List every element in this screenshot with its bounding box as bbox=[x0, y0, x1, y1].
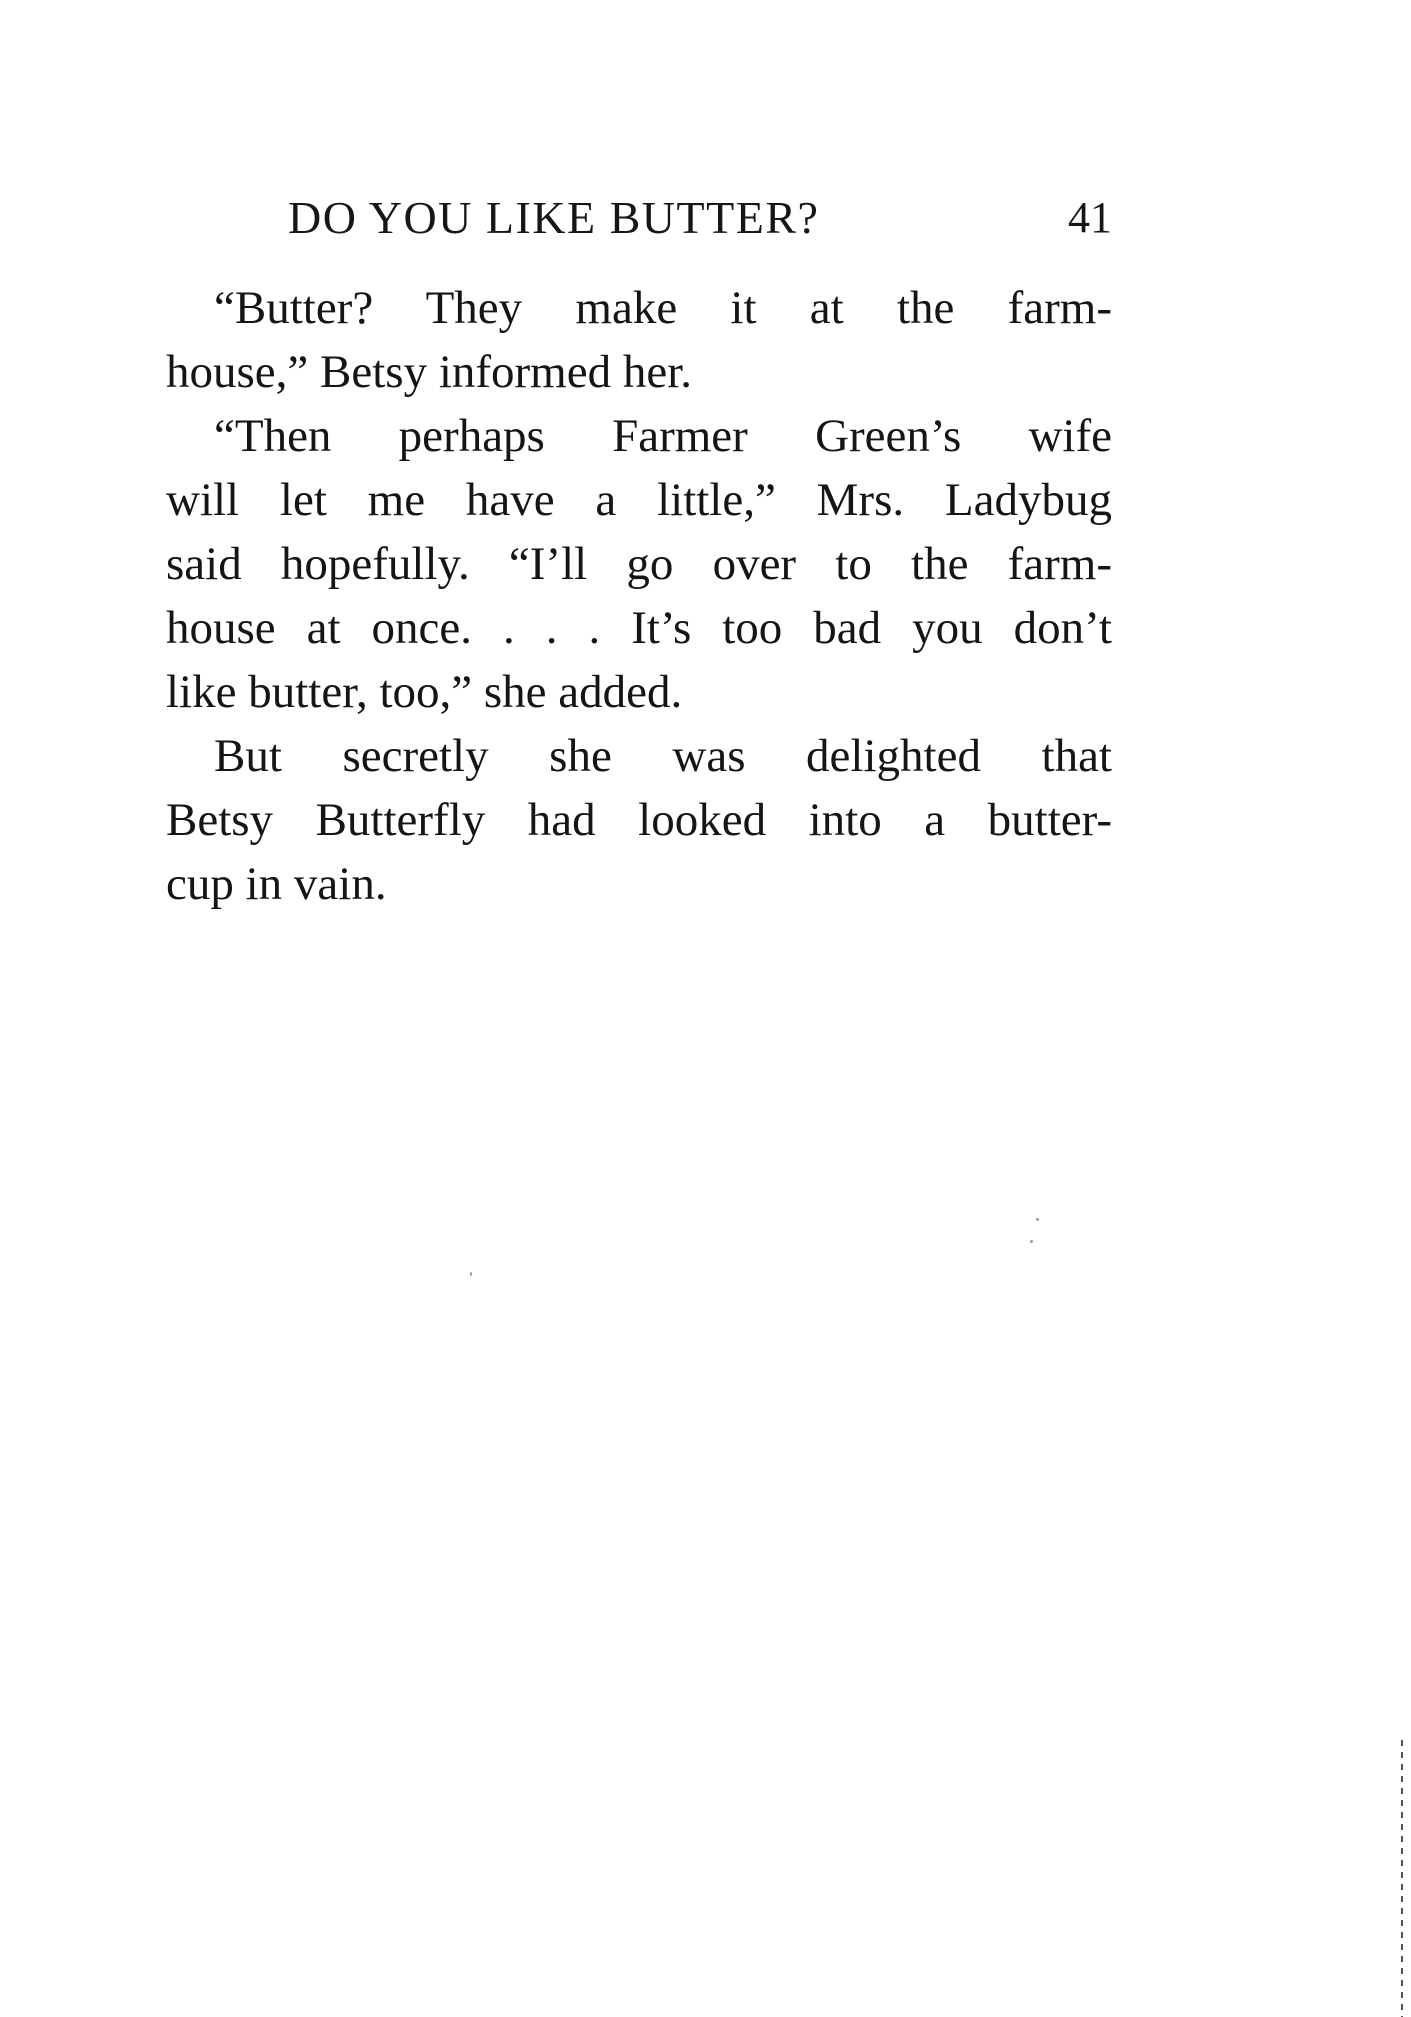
paper-speck bbox=[1030, 1240, 1033, 1243]
text-line: Betsy Butterfly had looked into a butter- bbox=[166, 794, 1112, 846]
page-edge-mark bbox=[1401, 1740, 1403, 2017]
page-number: 41 bbox=[1068, 193, 1112, 242]
paper-speck bbox=[1036, 1218, 1039, 1221]
text-line: “Butter? They make it at the farm- bbox=[214, 282, 1112, 334]
text-line: like butter, too,” she added. bbox=[166, 666, 683, 718]
text-line: cup in vain. bbox=[166, 858, 387, 910]
text-line: house at once. . . . It’s too bad you don’t bbox=[166, 602, 1112, 654]
paper-speck bbox=[470, 1272, 472, 1276]
text-line: will let me have a little,” Mrs. Ladybug bbox=[166, 474, 1112, 526]
text-line: But secretly she was delighted that bbox=[214, 730, 1112, 782]
paragraph-3 bbox=[166, 724, 1112, 916]
text-line: said hopefully. “I’ll go over to the farm- bbox=[166, 538, 1112, 590]
body-text bbox=[166, 276, 1112, 916]
text-line: “Then perhaps Farmer Green’s wife bbox=[214, 410, 1112, 462]
paragraph-2 bbox=[166, 404, 1112, 724]
text-line: house,” Betsy informed her. bbox=[166, 346, 693, 398]
running-head bbox=[288, 188, 1112, 248]
paragraph-1 bbox=[166, 276, 1112, 404]
running-title: DO YOU LIKE BUTTER? bbox=[288, 192, 820, 243]
